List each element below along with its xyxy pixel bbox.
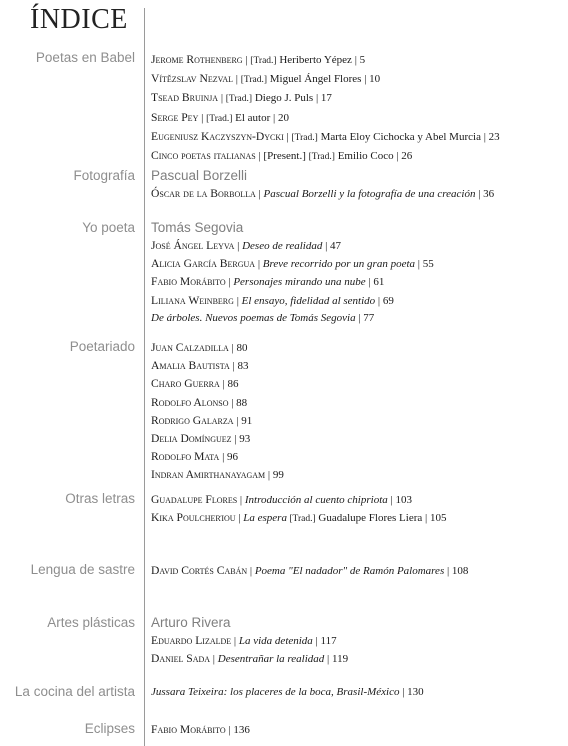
entry-page: | 86	[219, 378, 239, 391]
entry-author: José Ángel Leyva	[151, 239, 235, 252]
entry-page: | 136	[225, 724, 250, 736]
toc-entry[interactable]	[151, 721, 566, 739]
entry-separator: | [Present.]	[255, 150, 309, 163]
entry-page: | 93	[231, 433, 251, 446]
toc-entry[interactable]	[151, 128, 566, 147]
entry-author: Rodrigo Galarza	[151, 413, 234, 427]
entry-author: Rodolfo Mata	[151, 450, 220, 464]
section-entries	[151, 614, 566, 668]
entry-author: Kika Poulcherίou	[151, 511, 236, 525]
entry-work: Pascual Borzelli y la fotografía de una creación	[263, 188, 476, 200]
entry-author: David Cortés Cabán	[151, 564, 248, 577]
entry-work: Breve recorrido por un gran poeta	[262, 258, 416, 271]
entry-page: | 96	[219, 451, 239, 464]
entry-rest: Marta Eloy Cichocka y Abel Murcia | 23	[317, 130, 500, 143]
toc-entry[interactable]	[151, 394, 566, 412]
toc-entry[interactable]	[151, 292, 566, 310]
toc-entry[interactable]	[151, 684, 566, 701]
entry-rest: Emilio Coco | 26	[334, 150, 413, 163]
entry-separator: |	[242, 54, 251, 66]
section-label: Yo poeta	[82, 220, 135, 235]
section-entries	[151, 167, 566, 203]
entry-page: | 119	[324, 653, 349, 666]
toc-entry[interactable]	[151, 412, 566, 430]
toc-entry[interactable]	[151, 632, 566, 650]
entry-page: | 117	[312, 635, 337, 647]
toc-entry[interactable]	[151, 273, 566, 291]
section-heading: Pascual Borzelli	[151, 168, 248, 183]
entry-page: | 88	[228, 396, 248, 409]
entry-work: Introducción al cuento chipriota	[244, 494, 388, 506]
entry-rest: Guadalupe Flores Liera | 105	[315, 512, 447, 525]
entry-trad: [Trad.]	[225, 94, 253, 105]
toc-entry[interactable]	[151, 562, 566, 580]
entry-work: Deseo de realidad	[242, 240, 323, 252]
entry-separator: |	[247, 565, 255, 577]
section-label: Lengua de sastre	[30, 562, 135, 577]
entry-author: Fabio Morábito	[151, 275, 226, 289]
entry-author: Serge Pey	[151, 110, 199, 124]
entry-work: La espera	[243, 512, 287, 525]
entry-author: Delia Domínguez	[151, 432, 232, 446]
section-label: Otras letras	[65, 491, 135, 506]
entry-page: | 47	[322, 240, 342, 252]
entry-author: Eduardo Lizalde	[151, 634, 232, 647]
entry-page: | 69	[375, 294, 394, 307]
entry-separator: |	[198, 111, 207, 124]
entry-trad: [Trad.]	[250, 56, 277, 66]
section-heading: Tomás Segovia	[151, 220, 244, 235]
entry-trad: [Trad.]	[291, 132, 318, 143]
toc-entry[interactable]	[151, 70, 566, 89]
entry-page: | 130	[399, 686, 424, 698]
entry-separator: |	[233, 73, 241, 86]
entry-author: Charo Guerra	[151, 377, 220, 391]
entry-separator: |	[225, 276, 234, 289]
toc-entry[interactable]	[151, 375, 566, 393]
section-label: Fotografía	[73, 168, 135, 183]
section-entries	[151, 562, 566, 580]
entry-author: Tsead Bruinja	[151, 91, 219, 105]
entry-page: | 80	[228, 342, 248, 354]
toc-entry[interactable]	[151, 89, 566, 108]
entry-page: | 108	[444, 565, 469, 577]
entry-author: Fabio Morábito	[151, 723, 226, 736]
toc-entry[interactable]	[151, 650, 566, 668]
section-heading: Arturo Rivera	[151, 615, 231, 630]
toc-entry[interactable]	[151, 509, 566, 528]
entry-work: El ensayo, fidelidad al sentido	[241, 294, 376, 307]
toc-entry[interactable]	[151, 430, 566, 448]
entry-separator: |	[233, 294, 242, 307]
entry-author: Cinco poetas italianas	[151, 149, 256, 163]
entry-separator: |	[234, 240, 243, 252]
entry-work: Desentrañar la realidad	[217, 653, 325, 666]
entry-author: Amalia Bautista	[151, 359, 230, 373]
section-label: Eclipses	[84, 721, 135, 736]
entry-trad: [Trad.]	[206, 113, 233, 124]
entry-author: Liliana Weinberg	[151, 293, 234, 307]
entry-page: | 99	[265, 469, 284, 482]
toc-entry[interactable]	[151, 466, 566, 484]
section-entries	[151, 684, 566, 701]
section-label: La cocina del artista	[14, 684, 135, 699]
toc-entry[interactable]	[151, 448, 566, 466]
entry-page: | 91	[233, 414, 253, 427]
toc-entry[interactable]	[151, 237, 566, 255]
entry-page: | 83	[229, 360, 249, 373]
entry-rest: Diego J. Puls | 17	[252, 92, 332, 105]
entry-separator: |	[235, 512, 244, 525]
toc-entry[interactable]	[151, 339, 566, 357]
entry-author: Indran Amirthanayagam	[151, 468, 266, 482]
toc-entry[interactable]	[151, 310, 566, 327]
toc-entry[interactable]	[151, 109, 566, 128]
entry-page: | 36	[475, 188, 495, 200]
entry-separator: |	[210, 653, 218, 666]
entry-separator: |	[218, 92, 226, 105]
entry-rest: Miguel Ángel Flores | 10	[267, 73, 381, 86]
entry-rest: El autor | 20	[232, 111, 289, 124]
entry-author: Guadalupe Flores	[151, 493, 238, 506]
section-entries	[151, 219, 566, 327]
entry-work: Poema "El nadador" de Ramón Palomares	[254, 565, 445, 577]
entry-separator: |	[255, 188, 264, 200]
toc-entry[interactable]	[151, 185, 566, 203]
entry-page: | 55	[415, 258, 434, 271]
section-entries	[151, 339, 566, 485]
entry-author: Alicia García Bergua	[151, 257, 256, 271]
entry-separator: |	[237, 494, 245, 506]
toc-entry[interactable]	[151, 357, 566, 375]
entry-author: Juan Calzadilla	[151, 341, 229, 354]
toc-entry[interactable]	[151, 491, 566, 509]
entry-page: | 61	[365, 276, 385, 289]
toc-entry[interactable]	[151, 51, 566, 70]
page-title: ÍNDICE	[30, 4, 128, 35]
section-label: Artes plásticas	[47, 615, 135, 630]
entry-author: Daniel Sada	[151, 652, 211, 666]
entry-work: Jussara Teixeira: los placeres de la boca, Brasil-México	[151, 686, 400, 698]
entry-work: Personajes mirando una nube	[233, 276, 366, 289]
entry-trad: [Trad.]	[308, 152, 335, 163]
vertical-divider	[144, 8, 145, 746]
entry-separator: |	[231, 635, 239, 647]
entry-separator: |	[283, 130, 292, 143]
entry-author: Eugeniusz Kaczyszyn-Dycki	[151, 129, 284, 143]
entry-trad: [Trad.]	[240, 75, 268, 86]
section-entries	[151, 721, 566, 739]
section-entries	[151, 51, 566, 166]
entry-author: Vítězslav Nezval	[151, 72, 234, 86]
toc-entry[interactable]	[151, 147, 566, 166]
section-entries	[151, 491, 566, 528]
section-label: Poetariado	[69, 339, 135, 354]
entry-page: | 103	[387, 494, 412, 506]
toc-entry[interactable]	[151, 255, 566, 273]
entry-author: Jerome Rothenberg	[151, 53, 243, 66]
entry-author: Óscar de la Borbolla	[151, 187, 256, 200]
entry-trad: [Trad.]	[286, 514, 316, 525]
entry-page: | 77	[355, 311, 375, 324]
entry-author: Rodolfo Alonso	[151, 395, 229, 409]
entry-work: De árboles. Nuevos poemas de Tomás Segovia	[151, 311, 356, 324]
section-label: Poetas en Babel	[35, 50, 135, 65]
entry-rest: Heriberto Yépez | 5	[276, 54, 366, 66]
entry-work: La vida detenida	[238, 635, 313, 647]
entry-separator: |	[255, 258, 263, 271]
